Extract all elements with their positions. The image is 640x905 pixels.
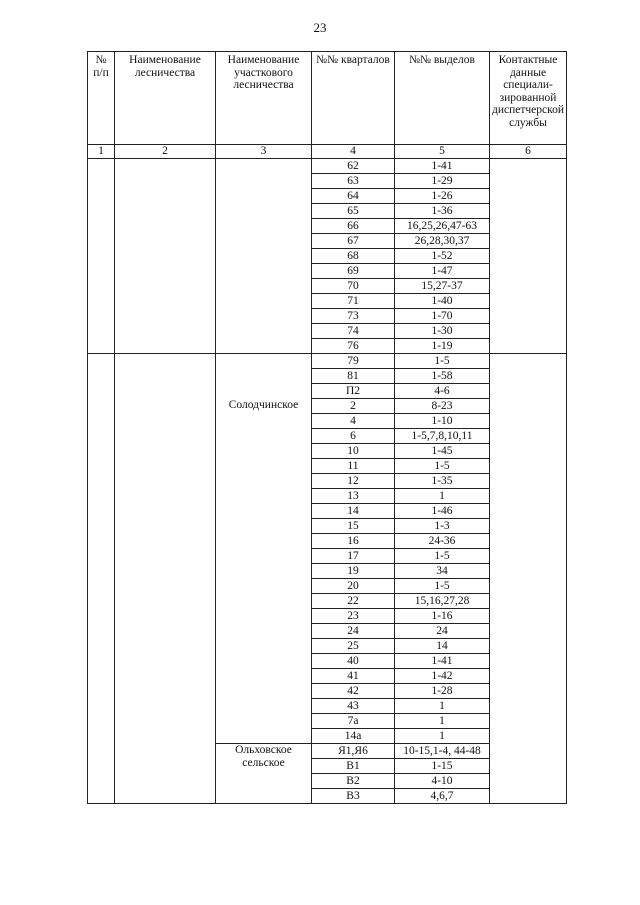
quarter-number: 41 (312, 669, 395, 684)
allotment-numbers: 1-15 (395, 759, 490, 774)
quarter-number: 2 (312, 399, 395, 414)
allotment-numbers: 1-5 (395, 549, 490, 564)
quarter-number: 63 (312, 174, 395, 189)
quarter-number: 68 (312, 249, 395, 264)
table-row (88, 159, 567, 174)
district-forestry-cell (216, 159, 312, 354)
quarter-number: В2 (312, 774, 395, 789)
allotment-numbers: 1-28 (395, 684, 490, 699)
allotment-numbers: 1-41 (395, 159, 490, 174)
quarter-number: 16 (312, 534, 395, 549)
quarter-number: 79 (312, 354, 395, 369)
allotment-numbers: 1-47 (395, 264, 490, 279)
quarter-number: 43 (312, 699, 395, 714)
quarter-number: 12 (312, 474, 395, 489)
allotment-numbers: 4-6 (395, 384, 490, 399)
allotment-numbers: 15,16,27,28 (395, 594, 490, 609)
district-forestry-olkhovskoe: Ольховское сельское (216, 744, 312, 804)
header-forestry-name: Наименование лесничества (115, 52, 216, 145)
allotment-numbers: 1 (395, 489, 490, 504)
table-header-row (88, 52, 567, 145)
column-number: 1 (88, 145, 115, 159)
quarter-number: 13 (312, 489, 395, 504)
table-row (88, 354, 567, 369)
allotment-numbers: 1 (395, 699, 490, 714)
allotment-numbers: 14 (395, 639, 490, 654)
allotment-numbers: 1-5 (395, 459, 490, 474)
allotment-numbers: 1-5,7,8,10,11 (395, 429, 490, 444)
allotment-numbers: 26,28,30,37 (395, 234, 490, 249)
allotment-numbers: 1-19 (395, 339, 490, 354)
header-district-forestry-name: Наименование участкового лесничества (216, 52, 312, 145)
quarter-number: 73 (312, 309, 395, 324)
quarter-number: 14 (312, 504, 395, 519)
allotment-numbers: 1 (395, 729, 490, 744)
header-contact-data: Контактные данные специали-зированной диспетчерской службы (490, 52, 567, 145)
page-number: 23 (313, 20, 327, 35)
quarter-number: 69 (312, 264, 395, 279)
column-numbers-row (88, 145, 567, 159)
allotment-numbers: 8-23 (395, 399, 490, 414)
allotment-numbers: 1-26 (395, 189, 490, 204)
allotment-numbers: 1 (395, 714, 490, 729)
allotment-numbers: 1-70 (395, 309, 490, 324)
allotment-numbers: 1-35 (395, 474, 490, 489)
quarter-number: 20 (312, 579, 395, 594)
quarter-number: 67 (312, 234, 395, 249)
number-cell (88, 354, 115, 804)
quarter-number: 15 (312, 519, 395, 534)
allotment-numbers: 1-52 (395, 249, 490, 264)
allotment-numbers: 16,25,26,47-63 (395, 219, 490, 234)
allotment-numbers: 1-5 (395, 579, 490, 594)
column-number: 6 (490, 145, 567, 159)
quarter-number: Я1,Я6 (312, 744, 395, 759)
quarter-number: 25 (312, 639, 395, 654)
quarter-number: В1 (312, 759, 395, 774)
quarter-number: 22 (312, 594, 395, 609)
quarter-number: 6 (312, 429, 395, 444)
quarter-number: 17 (312, 549, 395, 564)
quarter-number: 14а (312, 729, 395, 744)
quarter-number: 66 (312, 219, 395, 234)
allotment-numbers: 1-3 (395, 519, 490, 534)
contact-cell (490, 159, 567, 354)
quarter-number: 74 (312, 324, 395, 339)
allotment-numbers: 1-45 (395, 444, 490, 459)
quarter-number: 65 (312, 204, 395, 219)
quarter-number: 23 (312, 609, 395, 624)
allotment-numbers: 1-46 (395, 504, 490, 519)
column-number: 5 (395, 145, 490, 159)
quarter-number: 40 (312, 654, 395, 669)
forestry-table (87, 51, 567, 804)
quarter-number: 71 (312, 294, 395, 309)
quarter-number: 24 (312, 624, 395, 639)
column-number: 3 (216, 145, 312, 159)
district-forestry-solodchinskoe: Солодчинское (216, 399, 312, 744)
contact-cell (490, 354, 567, 804)
quarter-number: 10 (312, 444, 395, 459)
allotment-numbers: 1-30 (395, 324, 490, 339)
allotment-numbers: 4,6,7 (395, 789, 490, 804)
quarter-number: 70 (312, 279, 395, 294)
quarter-number: 11 (312, 459, 395, 474)
header-number: № п/п (88, 52, 115, 145)
allotment-numbers: 1-42 (395, 669, 490, 684)
allotment-numbers: 1-58 (395, 369, 490, 384)
quarter-number: 42 (312, 684, 395, 699)
allotment-numbers: 1-36 (395, 204, 490, 219)
allotment-numbers: 10-15,1-4, 44-48 (395, 744, 490, 759)
quarter-number: 76 (312, 339, 395, 354)
allotment-numbers: 4-10 (395, 774, 490, 789)
number-cell (88, 159, 115, 354)
allotment-numbers: 15,27-37 (395, 279, 490, 294)
allotment-numbers: 1-41 (395, 654, 490, 669)
column-number: 2 (115, 145, 216, 159)
column-number: 4 (312, 145, 395, 159)
quarter-number: В3 (312, 789, 395, 804)
quarter-number: 64 (312, 189, 395, 204)
quarter-number: 81 (312, 369, 395, 384)
allotment-numbers: 1-5 (395, 354, 490, 369)
allotment-numbers: 1-10 (395, 414, 490, 429)
allotment-numbers: 1-29 (395, 174, 490, 189)
forestry-name-cell (115, 354, 216, 804)
header-quarters: №№ кварталов (312, 52, 395, 145)
allotment-numbers: 24 (395, 624, 490, 639)
allotment-numbers: 1-40 (395, 294, 490, 309)
allotment-numbers: 1-16 (395, 609, 490, 624)
allotment-numbers: 34 (395, 564, 490, 579)
allotment-numbers: 24-36 (395, 534, 490, 549)
quarter-number: 19 (312, 564, 395, 579)
quarter-number: 4 (312, 414, 395, 429)
district-forestry-cell (216, 354, 312, 399)
header-allotments: №№ выделов (395, 52, 490, 145)
quarter-number: П2 (312, 384, 395, 399)
quarter-number: 62 (312, 159, 395, 174)
forestry-name-cell (115, 159, 216, 354)
quarter-number: 7а (312, 714, 395, 729)
